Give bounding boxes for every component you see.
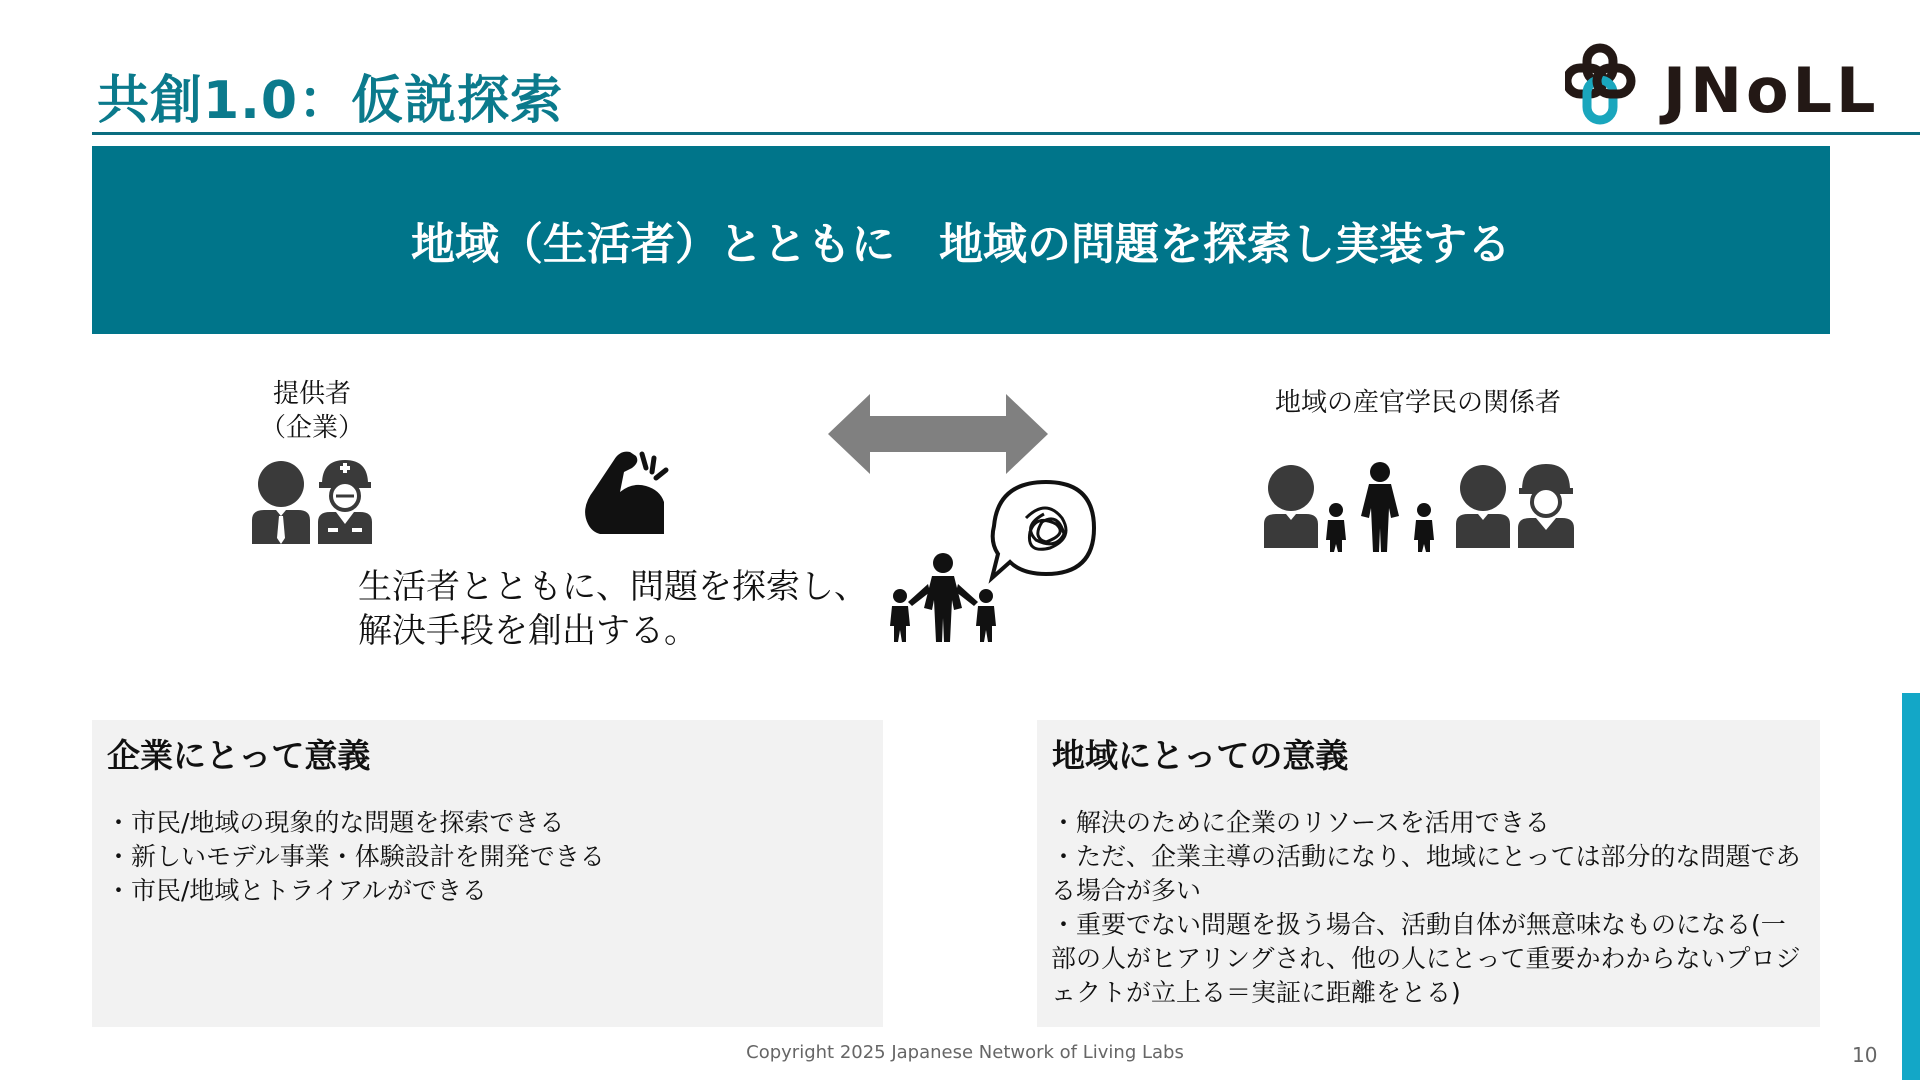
region-significance-card	[1037, 720, 1820, 1027]
side-accent-bar	[1902, 693, 1920, 1080]
business-person-icon	[1456, 465, 1510, 548]
business-person-icon	[250, 458, 312, 544]
list-item: ・ただ、企業主導の活動になり、地域にとっては部分的な問題である場合が多い	[1051, 842, 1801, 905]
list-item: ・市民/地域とトライアルができる	[106, 876, 487, 905]
worker-helmet-icon	[1518, 464, 1574, 548]
provider-sublabel: （企業）	[259, 413, 364, 443]
chain-link-icon	[1567, 48, 1631, 120]
list-item: ・市民/地域の現象的な問題を探索できる	[106, 808, 565, 837]
copyright-footer: Copyright 2025 Japanese Network of Living Labs	[746, 1042, 1184, 1063]
page-title: 共創1.0：仮説探索	[97, 71, 564, 131]
family-icon	[886, 478, 1098, 642]
jnoll-logo	[1565, 40, 1910, 130]
company-card-title: 企業にとって意義	[107, 736, 371, 775]
company-card-list	[106, 806, 869, 908]
worker-helmet-icon	[316, 458, 374, 544]
tangled-speech-bubble-icon	[992, 482, 1094, 578]
stakeholders-icon-group	[1262, 460, 1576, 552]
company-significance-card	[92, 720, 883, 1027]
provider-label: 提供者	[272, 379, 351, 409]
list-item: ・解決のために企業のリソースを活用できる	[1051, 808, 1550, 837]
family-icon	[1326, 462, 1434, 552]
region-card-title: 地域にとっての意義	[1052, 736, 1349, 775]
banner-text: 地域（生活者）とともに 地域の問題を探索し実装する	[411, 219, 1511, 270]
headline-banner	[92, 146, 1830, 334]
stakeholders-label: 地域の産官学民の関係者	[1274, 388, 1561, 418]
logo-wordmark: JNoLL	[1663, 54, 1880, 127]
flexed-arm-icon	[580, 446, 672, 534]
double-arrow-icon	[826, 392, 1050, 476]
business-person-icon	[1264, 465, 1318, 548]
list-item: ・新しいモデル事業・体験設計を開発できる	[106, 842, 605, 871]
title-divider	[92, 132, 1920, 135]
region-card-list	[1051, 806, 1806, 1010]
page-number: 10	[1852, 1043, 1878, 1067]
diagram-caption: 生活者とともに、問題を探索し、 解決手段を創出する。	[358, 567, 868, 651]
list-item: ・重要でない問題を扱う場合、活動自体が無意味なものになる(一部の人がヒアリングされ、他の人にとって重要かわからないプロジェクトが立上る＝実証に距離をとる)	[1051, 910, 1801, 1007]
